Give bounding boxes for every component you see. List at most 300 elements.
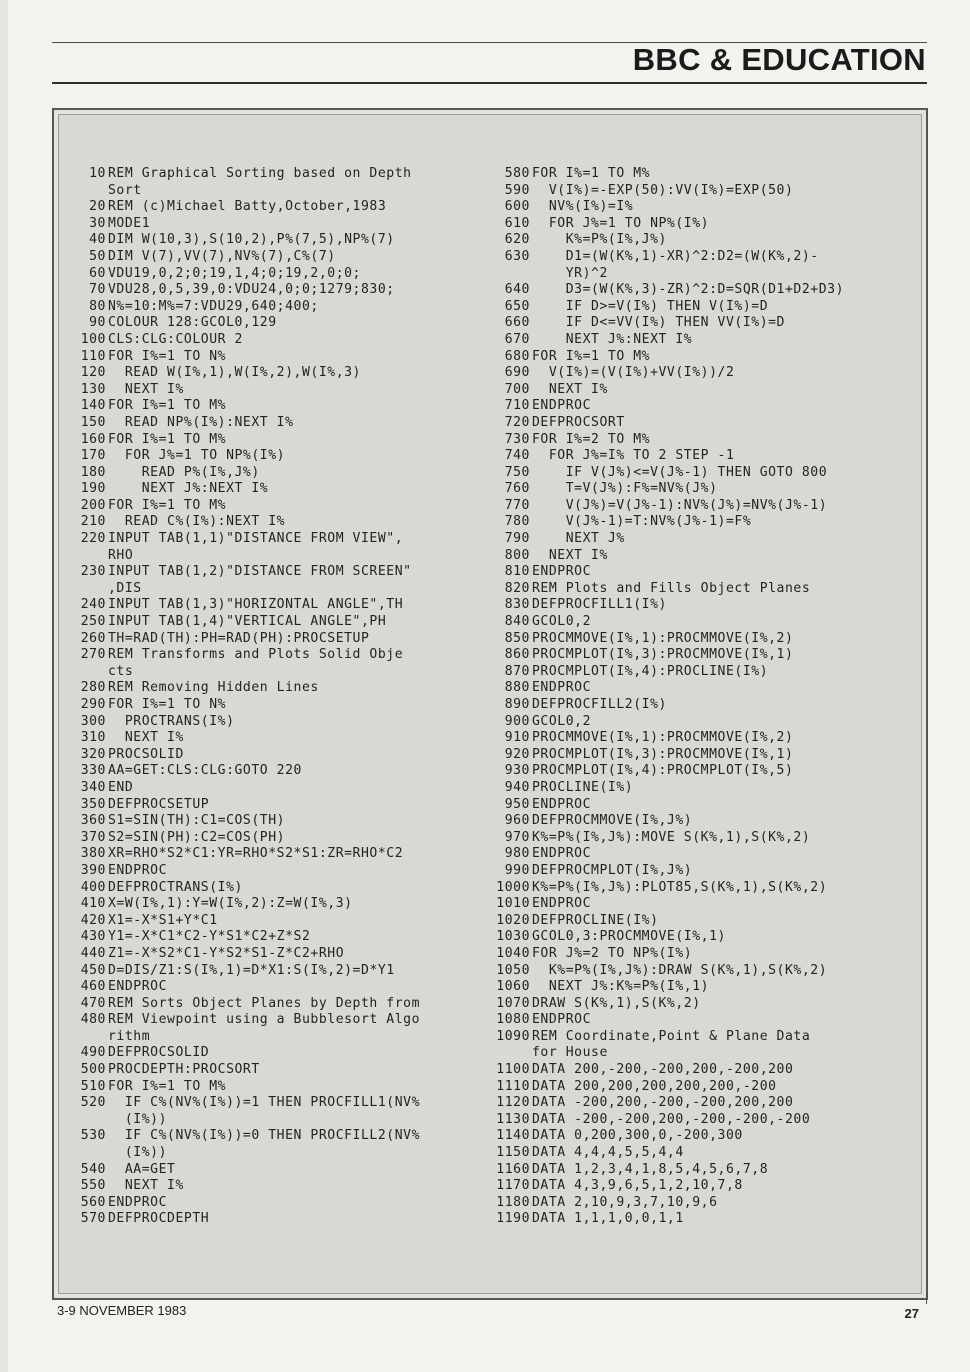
code-text: VDU19,0,2;0;19,1,4;0;19,2,0;0; [108, 265, 361, 281]
code-line [70, 730, 485, 747]
line-number: 20 [89, 199, 106, 215]
code-line [70, 747, 485, 764]
line-number: 270 [80, 647, 106, 663]
code-line [70, 1162, 485, 1179]
line-number: 400 [80, 879, 106, 895]
code-line [494, 813, 920, 830]
code-line [70, 249, 485, 266]
line-number: 640 [504, 282, 530, 298]
code-line [494, 1045, 920, 1062]
code-line [494, 996, 920, 1013]
code-line [70, 1062, 485, 1079]
line-number: 550 [80, 1178, 106, 1194]
code-line [494, 1079, 920, 1096]
code-line [70, 963, 485, 980]
code-line [494, 282, 920, 299]
code-line [494, 349, 920, 366]
code-text: IF C%(NV%(I%))=1 THEN PROCFILL1(NV% [108, 1095, 421, 1111]
line-number: 780 [504, 514, 530, 530]
code-text: NEXT J%:NEXT I% [532, 331, 693, 347]
code-line [494, 581, 920, 598]
line-number: 820 [504, 580, 530, 596]
code-text: DATA 4,4,4,5,5,4,4 [532, 1145, 684, 1161]
code-line [70, 680, 485, 697]
code-text: RHO [108, 547, 134, 563]
code-line [494, 564, 920, 581]
code-line [70, 697, 485, 714]
code-text: FOR I%=1 TO M% [532, 166, 651, 181]
line-number: 430 [80, 929, 106, 945]
code-text: DEFPROCSORT [532, 414, 625, 430]
line-number: 90 [89, 315, 106, 331]
code-text: ENDPROC [532, 564, 592, 580]
code-line [494, 432, 920, 449]
code-text: DATA 200,200,200,200,200,-200 [532, 1078, 777, 1094]
code-line [494, 448, 920, 465]
line-number: 480 [80, 1012, 106, 1028]
listing-column-right [494, 166, 920, 1228]
line-number: 1100 [496, 1062, 530, 1078]
code-line [70, 929, 485, 946]
code-text: NEXT J% [532, 531, 625, 547]
code-text: REM Graphical Sorting based on Depth [108, 166, 412, 181]
code-line [70, 797, 485, 814]
code-text: cts [108, 663, 134, 679]
code-text: DEFPROCMPLOT(I%,J%) [532, 862, 693, 878]
line-number: 570 [80, 1211, 106, 1227]
line-number: 670 [504, 331, 530, 347]
code-text: DEFPROCLINE(I%) [532, 912, 659, 928]
code-line [494, 614, 920, 631]
code-text: V(J%-1)=T:NV%(J%-1)=F% [532, 514, 752, 530]
line-number: 80 [89, 298, 106, 314]
code-text: NEXT J%:K%=P%(I%,1) [532, 979, 710, 995]
line-number: 1000 [496, 879, 530, 895]
line-number: 530 [80, 1128, 106, 1144]
code-text: ENDPROC [532, 398, 592, 414]
line-number: 360 [80, 813, 106, 829]
code-line [70, 1095, 485, 1112]
code-text: ENDPROC [108, 979, 168, 995]
code-text: NEXT I% [108, 1178, 184, 1194]
code-text: IF D>=V(I%) THEN V(I%)=D [532, 298, 769, 314]
line-number: 1160 [496, 1161, 530, 1177]
code-text: IF C%(NV%(I%))=0 THEN PROCFILL2(NV% [108, 1128, 421, 1144]
code-text: V(I%)=-EXP(50):VV(I%)=EXP(50) [532, 182, 794, 198]
code-line [494, 481, 920, 498]
code-text: PROCSOLID [108, 746, 184, 762]
line-number: 150 [80, 414, 106, 430]
line-number: 1140 [496, 1128, 530, 1144]
line-number: 860 [504, 647, 530, 663]
code-text: IF V(J%)<=V(J%-1) THEN GOTO 800 [532, 464, 828, 480]
line-number: 700 [504, 381, 530, 397]
code-text: S1=SIN(TH):C1=COS(TH) [108, 813, 286, 829]
code-line [70, 266, 485, 283]
line-number: 940 [504, 779, 530, 795]
code-line [70, 531, 485, 548]
code-text: DATA 1,2,3,4,1,8,5,4,5,6,7,8 [532, 1161, 769, 1177]
code-line [494, 299, 920, 316]
line-number: 100 [80, 331, 106, 347]
line-number: 10 [89, 166, 106, 181]
code-text: DATA 0,200,300,0,-200,300 [532, 1128, 743, 1144]
code-line [494, 763, 920, 780]
code-line [70, 996, 485, 1013]
code-text: X1=-X*S1+Y*C1 [108, 912, 218, 928]
code-text: INPUT TAB(1,2)"DISTANCE FROM SCREEN" [108, 564, 412, 580]
line-number: 850 [504, 630, 530, 646]
code-line [70, 548, 485, 565]
line-number [70, 1112, 106, 1129]
code-text: N%=10:M%=7:VDU29,640;400; [108, 298, 319, 314]
line-number: 160 [80, 431, 106, 447]
listing-column-left [70, 166, 485, 1228]
code-text: READ C%(I%):NEXT I% [108, 514, 286, 530]
code-line [494, 714, 920, 731]
line-number: 1060 [496, 979, 530, 995]
line-number: 650 [504, 298, 530, 314]
code-text: FOR J%=I% TO 2 STEP -1 [532, 448, 735, 464]
code-line [70, 315, 485, 332]
code-text: D1=(W(K%,1)-XR)^2:D2=(W(K%,2)- [532, 248, 819, 264]
code-line [494, 979, 920, 996]
code-text: T=V(J%):F%=NV%(J%) [532, 481, 718, 497]
code-text: DIM V(7),VV(7),NV%(7),C%(7) [108, 248, 336, 264]
code-line [70, 382, 485, 399]
code-text: AA=GET [108, 1161, 176, 1177]
code-line [494, 249, 920, 266]
line-number: 440 [80, 945, 106, 961]
line-number: 990 [504, 862, 530, 878]
line-number: 960 [504, 813, 530, 829]
code-line [70, 465, 485, 482]
code-line [494, 846, 920, 863]
code-line [70, 863, 485, 880]
code-line [70, 199, 485, 216]
code-text: DATA 2,10,9,3,7,10,9,6 [532, 1194, 718, 1210]
code-line [70, 1079, 485, 1096]
line-number: 800 [504, 547, 530, 563]
code-text: REM Coordinate,Point & Plane Data [532, 1028, 811, 1044]
section-heading: BBC & EDUCATION [632, 42, 926, 77]
code-text: NEXT I% [532, 381, 608, 397]
code-line [70, 763, 485, 780]
code-line [494, 597, 920, 614]
line-number: 300 [80, 713, 106, 729]
code-line [494, 1095, 920, 1112]
code-text: NEXT I% [532, 547, 608, 563]
line-number: 520 [80, 1095, 106, 1111]
code-text: ENDPROC [532, 896, 592, 912]
code-text: ENDPROC [532, 796, 592, 812]
code-text: REM Plots and Fills Object Planes [532, 580, 811, 596]
line-number: 880 [504, 680, 530, 696]
line-number: 630 [504, 248, 530, 264]
line-number: 900 [504, 713, 530, 729]
line-number: 310 [80, 730, 106, 746]
code-line [70, 780, 485, 797]
code-text: FOR J%=2 TO NP%(I%) [532, 945, 693, 961]
code-text: PROCMMOVE(I%,1):PROCMMOVE(I%,2) [532, 630, 794, 646]
code-line [70, 232, 485, 249]
line-number: 740 [504, 448, 530, 464]
code-line [494, 216, 920, 233]
code-text: FOR I%=1 TO N% [108, 697, 227, 712]
code-line [70, 1195, 485, 1212]
code-text: FOR I%=1 TO M% [108, 431, 227, 447]
line-number: 720 [504, 414, 530, 430]
code-text: MODE1 [108, 215, 151, 231]
code-text: K%=P%(I%,J%) [532, 232, 667, 248]
line-number: 510 [80, 1078, 106, 1094]
line-number: 30 [89, 215, 106, 231]
code-text: DEFPROCMMOVE(I%,J%) [532, 813, 693, 829]
code-text: YR)^2 [532, 265, 608, 281]
line-number: 240 [80, 597, 106, 613]
code-line [70, 614, 485, 631]
line-number: 290 [80, 697, 106, 712]
line-number: 420 [80, 912, 106, 928]
code-line [494, 398, 920, 415]
code-line [494, 680, 920, 697]
code-line [70, 1012, 485, 1029]
code-text: V(J%)=V(J%-1):NV%(J%)=NV%(J%-1) [532, 497, 828, 513]
code-line [70, 481, 485, 498]
code-text: END [108, 779, 134, 795]
code-text: FOR J%=1 TO NP%(I%) [108, 448, 286, 464]
code-line [70, 498, 485, 515]
code-text: NEXT J%:NEXT I% [108, 481, 269, 497]
line-number: 170 [80, 448, 106, 464]
line-number: 920 [504, 746, 530, 762]
code-text: rithm [108, 1028, 151, 1044]
code-text: D=DIS/Z1:S(I%,1)=D*X1:S(I%,2)=D*Y1 [108, 962, 395, 978]
code-text: AA=GET:CLS:CLG:GOTO 220 [108, 763, 302, 779]
code-line [70, 432, 485, 449]
line-number: 810 [504, 564, 530, 580]
code-line [494, 1145, 920, 1162]
line-number: 1190 [496, 1211, 530, 1227]
code-line [494, 913, 920, 930]
line-number: 950 [504, 796, 530, 812]
code-line [494, 780, 920, 797]
code-text: K%=P%(I%,J%):MOVE S(K%,1),S(K%,2) [532, 829, 811, 845]
code-line [494, 963, 920, 980]
code-line [494, 465, 920, 482]
code-text: READ W(I%,1),W(I%,2),W(I%,3) [108, 365, 361, 381]
code-text: INPUT TAB(1,4)"VERTICAL ANGLE",PH [108, 614, 387, 630]
code-line [70, 1045, 485, 1062]
code-line [494, 514, 920, 531]
code-text: PROCMMOVE(I%,1):PROCMMOVE(I%,2) [532, 730, 794, 746]
line-number: 590 [504, 182, 530, 198]
code-line [494, 880, 920, 897]
code-text: REM Viewpoint using a Bubblesort Algo [108, 1012, 421, 1028]
line-number: 1020 [496, 912, 530, 928]
code-line [494, 1211, 920, 1228]
code-line [494, 1162, 920, 1179]
line-number: 870 [504, 663, 530, 679]
line-number: 490 [80, 1045, 106, 1061]
code-text: NEXT I% [108, 381, 184, 397]
code-text: REM Transforms and Plots Solid Obje [108, 647, 404, 663]
code-text: S2=SIN(PH):C2=COS(PH) [108, 829, 286, 845]
line-number: 1110 [496, 1078, 530, 1094]
code-line [70, 299, 485, 316]
line-number: 60 [89, 265, 106, 281]
line-number: 910 [504, 730, 530, 746]
code-text: IF D<=VV(I%) THEN VV(I%)=D [532, 315, 785, 331]
line-number: 470 [80, 995, 106, 1011]
line-number: 610 [504, 215, 530, 231]
code-text: NV%(I%)=I% [532, 199, 634, 215]
code-line [70, 1128, 485, 1145]
code-text: DATA 200,-200,-200,200,-200,200 [532, 1062, 794, 1078]
code-text: PROCMPLOT(I%,4):PROCMPLOT(I%,5) [532, 763, 794, 779]
code-text: INPUT TAB(1,3)"HORIZONTAL ANGLE",TH [108, 597, 404, 613]
line-number: 330 [80, 763, 106, 779]
code-text: D3=(W(K%,3)-ZR)^2:D=SQR(D1+D2+D3) [532, 282, 845, 298]
code-text: X=W(I%,1):Y=W(I%,2):Z=W(I%,3) [108, 896, 353, 912]
line-number [70, 548, 106, 565]
code-line [494, 332, 920, 349]
code-line [494, 548, 920, 565]
code-line [494, 266, 920, 283]
line-number: 1080 [496, 1012, 530, 1028]
line-number: 620 [504, 232, 530, 248]
line-number [494, 266, 530, 283]
line-number: 1040 [496, 945, 530, 961]
line-number: 1030 [496, 929, 530, 945]
code-line [70, 1178, 485, 1195]
line-number: 930 [504, 763, 530, 779]
line-number: 110 [80, 348, 106, 364]
code-text: Sort [108, 182, 142, 198]
code-text: ENDPROC [108, 862, 168, 878]
code-line [70, 830, 485, 847]
code-line [70, 1112, 485, 1129]
line-number: 1090 [496, 1028, 530, 1044]
line-number: 600 [504, 199, 530, 215]
code-line [494, 166, 920, 183]
code-text: FOR J%=1 TO NP%(I%) [532, 215, 710, 231]
code-text: READ NP%(I%):NEXT I% [108, 414, 294, 430]
code-text: INPUT TAB(1,1)"DISTANCE FROM VIEW", [108, 531, 404, 547]
code-line [494, 1195, 920, 1212]
code-text: GCOL0,2 [532, 713, 592, 729]
line-number: 1150 [496, 1145, 530, 1161]
line-number: 1180 [496, 1194, 530, 1210]
code-line [494, 1029, 920, 1046]
line-number: 70 [89, 282, 106, 298]
code-text: PROCLINE(I%) [532, 779, 634, 795]
line-number: 830 [504, 597, 530, 613]
code-text: REM Sorts Object Planes by Depth from [108, 995, 421, 1011]
code-text: DATA 1,1,1,0,0,1,1 [532, 1211, 684, 1227]
line-number: 460 [80, 979, 106, 995]
code-text: DRAW S(K%,1),S(K%,2) [532, 995, 701, 1011]
code-line [70, 880, 485, 897]
line-number: 190 [80, 481, 106, 497]
line-number [70, 664, 106, 681]
code-text: PROCDEPTH:PROCSORT [108, 1062, 260, 1078]
code-line [70, 581, 485, 598]
line-number: 180 [80, 464, 106, 480]
code-line [70, 415, 485, 432]
line-number: 770 [504, 497, 530, 513]
code-line [70, 349, 485, 366]
line-number: 730 [504, 431, 530, 447]
code-line [70, 946, 485, 963]
code-text: DEFPROCFILL1(I%) [532, 597, 667, 613]
line-number [70, 183, 106, 200]
line-number: 500 [80, 1062, 106, 1078]
code-text: PROCMPLOT(I%,4):PROCLINE(I%) [532, 663, 769, 679]
code-line [494, 183, 920, 200]
line-number: 340 [80, 779, 106, 795]
code-line [494, 863, 920, 880]
code-line [494, 647, 920, 664]
code-line [70, 365, 485, 382]
code-line [494, 1128, 920, 1145]
code-text: DATA -200,200,-200,-200,200,200 [532, 1095, 794, 1111]
line-number: 680 [504, 348, 530, 364]
code-text: ENDPROC [108, 1194, 168, 1210]
code-text: Z1=-X*S2*C1-Y*S2*S1-Z*C2+RHO [108, 945, 345, 961]
code-line [494, 631, 920, 648]
line-number: 560 [80, 1194, 106, 1210]
code-text: FOR I%=1 TO M% [108, 1078, 227, 1094]
code-text: NEXT I% [108, 730, 184, 746]
line-number: 210 [80, 514, 106, 530]
code-line [70, 183, 485, 200]
code-line [70, 664, 485, 681]
code-text: DEFPROCDEPTH [108, 1211, 210, 1227]
code-line [494, 498, 920, 515]
code-line [494, 1112, 920, 1129]
code-line [70, 216, 485, 233]
code-line [494, 664, 920, 681]
code-line [70, 448, 485, 465]
code-line [494, 929, 920, 946]
line-number: 710 [504, 398, 530, 414]
line-number: 260 [80, 630, 106, 646]
code-text: Y1=-X*C1*C2-Y*S1*C2+Z*S2 [108, 929, 311, 945]
code-line [494, 797, 920, 814]
line-number: 760 [504, 481, 530, 497]
code-text: VDU28,0,5,39,0:VDU24,0;0;1279;830; [108, 282, 395, 298]
code-line [70, 846, 485, 863]
code-line [70, 398, 485, 415]
code-text: PROCTRANS(I%) [108, 713, 235, 729]
code-line [494, 697, 920, 714]
code-text: ENDPROC [532, 846, 592, 862]
line-number: 140 [80, 398, 106, 414]
code-text: GCOL0,3:PROCMMOVE(I%,1) [532, 929, 726, 945]
line-number: 790 [504, 531, 530, 547]
code-text: (I%)) [108, 1111, 168, 1127]
line-number: 200 [80, 497, 106, 513]
code-line [494, 1178, 920, 1195]
code-text: DEFPROCSOLID [108, 1045, 210, 1061]
line-number: 280 [80, 680, 106, 696]
code-text: DEFPROCTRANS(I%) [108, 879, 243, 895]
code-line [70, 1029, 485, 1046]
code-line [70, 166, 485, 183]
code-text: ENDPROC [532, 1012, 592, 1028]
line-number [70, 581, 106, 598]
